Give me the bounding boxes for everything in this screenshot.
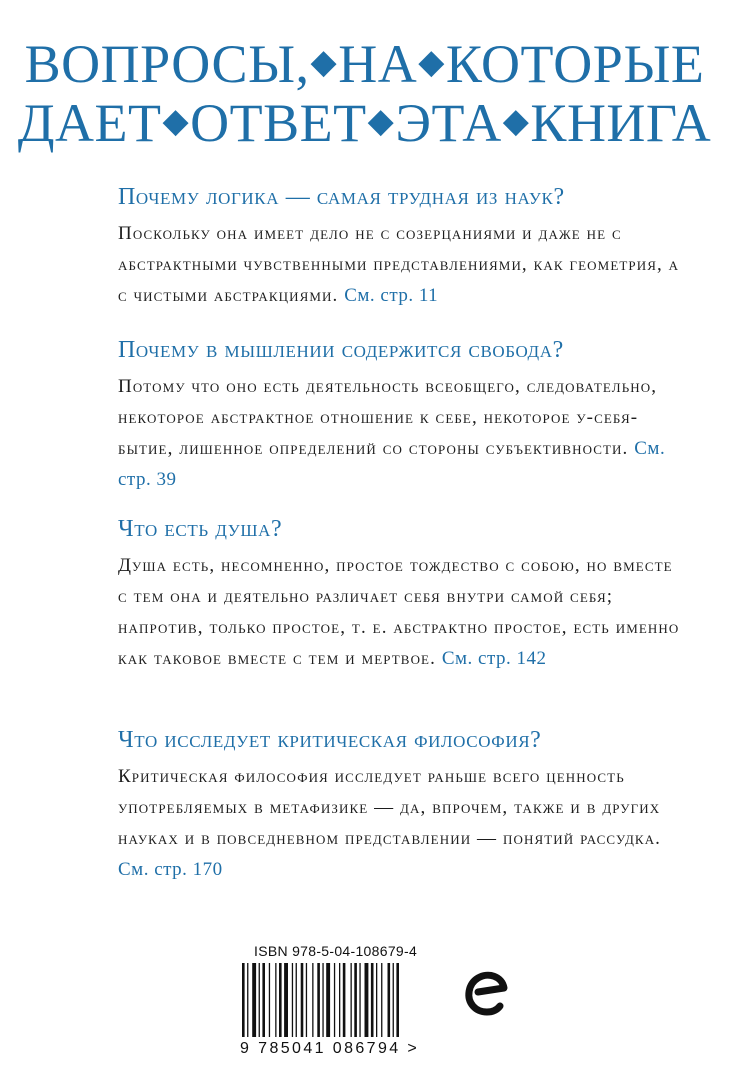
qa-block-3: [118, 514, 688, 674]
barcode-bar: [365, 963, 369, 1037]
barcode-bar: [284, 963, 288, 1037]
answer-body: Потому что оно есть деятельность всеобщего, следовательно, некоторое абстрактное отношение к себе, некоторое у-себя-бытие, лишенное определений со стороны субъективности.: [118, 376, 658, 459]
barcode-bar: [354, 963, 357, 1037]
barcode-bar: [381, 963, 382, 1037]
page-reference: См. стр. 170: [118, 859, 223, 880]
barcode-bar: [326, 963, 330, 1037]
barcode-bar: [339, 963, 340, 1037]
barcode-bar: [334, 963, 335, 1037]
barcode-bar: [292, 963, 293, 1037]
publisher-logo-icon: [460, 962, 516, 1022]
answer-text: [118, 761, 688, 885]
page-reference: См. стр. 11: [344, 285, 439, 306]
barcode-bar: [376, 963, 377, 1037]
barcode-bar: [247, 963, 248, 1037]
answer-body: Поскольку она имеет дело не с созерцаниями и даже не с абстрактными чувственными представлениями, как геометрия, а с чистыми абстракциями.: [118, 223, 680, 306]
barcode-bar: [317, 963, 320, 1037]
barcode-digits: 9 785041 086794 >: [240, 1040, 420, 1057]
page-reference: См. стр. 39: [118, 438, 666, 490]
barcode-bar: [343, 963, 346, 1037]
heading-line-1: [0, 34, 729, 93]
isbn-number: ISBN 978-5-04-108679-4: [254, 943, 418, 959]
question-text: Что есть душа?: [118, 516, 283, 542]
barcode-bar: [396, 963, 399, 1037]
qa-block-4: [118, 725, 688, 885]
page-reference: См. стр. 142: [441, 648, 547, 669]
barcode-bar: [393, 963, 394, 1037]
barcode-bar: [351, 963, 352, 1037]
heading-word: ДАЕТ: [17, 93, 162, 153]
barcode-bar: [301, 963, 304, 1037]
answer-body: Критическая философия исследует раньше всего ценность употребляемых в метафизике — да, впрочем, также и в других науках и в повседневном представлении — понятий рассудка.: [118, 766, 662, 849]
barcode-bar: [279, 963, 282, 1037]
heading-word: КНИГА: [530, 93, 712, 153]
barcode-bar: [312, 963, 313, 1037]
separator-diamond: ◆: [502, 103, 530, 140]
question-text: Почему логика — самая трудная из наук?: [118, 184, 565, 210]
question-text: Что исследует критическая философия?: [118, 727, 542, 753]
answer-text: [118, 218, 688, 311]
heading-word: КОТОРЫЕ: [445, 34, 705, 94]
barcode-bar: [269, 963, 270, 1037]
barcode-bar: [306, 963, 307, 1037]
barcode-bar: [296, 963, 297, 1037]
heading-line-2: [0, 93, 729, 152]
barcode-bar: [359, 963, 360, 1037]
qa-block-2: [118, 335, 688, 495]
barcode-bar: [242, 963, 245, 1037]
qa-block-1: [118, 182, 688, 311]
separator-diamond: ◆: [162, 103, 190, 140]
heading-word: ОТВЕТ: [190, 93, 367, 153]
barcode-bar: [388, 963, 391, 1037]
separator-diamond: ◆: [367, 103, 395, 140]
barcode-bar: [259, 963, 260, 1037]
heading-word: НА: [338, 34, 418, 94]
barcode-bar: [371, 963, 374, 1037]
separator-diamond: ◆: [418, 44, 445, 81]
back-cover-heading: [0, 34, 729, 152]
barcode-bar: [262, 963, 265, 1037]
answer-body: Душа есть, несомненно, простое тождество с собою, но вместе с тем она и деятельно различает себя внутри самой себя; напротив, только простое, т. е. абстрактно простое, есть именно как таковое вместе с тем и мертвое.: [118, 555, 680, 669]
barcode-bar: [252, 963, 256, 1037]
barcode-bar: [275, 963, 276, 1037]
answer-text: [118, 550, 688, 674]
separator-diamond: ◆: [310, 44, 338, 81]
question-text: Почему в мышлении содержится свобода?: [118, 337, 564, 363]
heading-word: ЭТА: [395, 93, 502, 153]
heading-word: ВОПРОСЫ,: [24, 34, 310, 94]
answer-text: [118, 371, 688, 495]
barcode-bar: [322, 963, 323, 1037]
